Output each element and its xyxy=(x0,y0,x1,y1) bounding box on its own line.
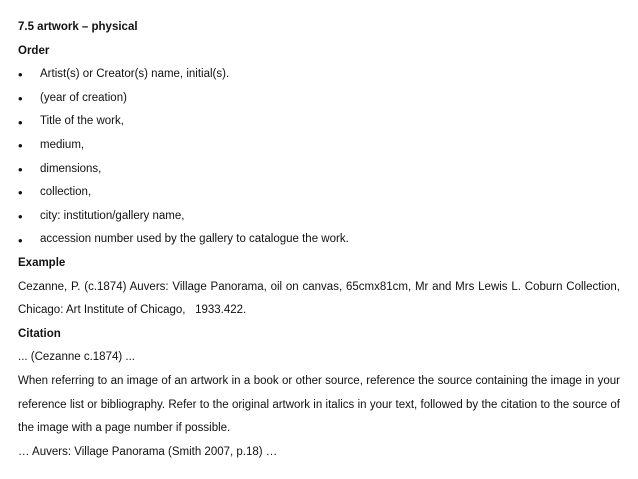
section-heading: 7.5 artwork – physical xyxy=(18,21,138,33)
bullet-icon: • xyxy=(18,232,23,248)
example-reference-line-2: Chicago: Art Institute of Chicago, 1933.422. xyxy=(18,304,247,317)
bullet-icon: • xyxy=(18,209,23,225)
bullet-icon: • xyxy=(18,185,23,201)
bullet-icon: • xyxy=(18,138,23,154)
bullet-item: • city: institution/gallery name, xyxy=(18,209,185,225)
order-bullet-list xyxy=(18,63,620,252)
bullet-item: • accession number used by the gallery to catalogue the work. xyxy=(18,232,349,248)
citation-label: Citation xyxy=(18,327,61,340)
bullet-item: • dimensions, xyxy=(18,161,102,177)
bullet-icon: • xyxy=(18,161,23,177)
bullet-icon: • xyxy=(18,91,23,107)
citation-example: … Auvers: Village Panorama (Smith 2007, p.18) … xyxy=(18,445,278,458)
bullet-icon: • xyxy=(18,67,23,83)
citation-paragraph: When referring to an image of an artwork in a book or other source, reference the source containing the image in your reference list or bibliography. Refer to the original artwork in italics in your text, followed by the citation to the source of the image with a page number if possible. xyxy=(18,374,620,435)
citation-inline-example: ... (Cezanne c.1874) ... xyxy=(18,351,135,364)
bullet-icon: • xyxy=(18,114,23,130)
order-label: Order xyxy=(18,44,50,57)
example-label: Example xyxy=(18,256,66,269)
example-reference-line-1: Cezanne, P. (c.1874) Auvers: Village Panorama, oil on canvas, 65cmx81cm, Mr and Mrs Lewis L. Coburn Collection, xyxy=(18,280,620,293)
bullet-item: • medium, xyxy=(18,138,85,154)
bullet-item: • collection, xyxy=(18,185,92,201)
bullet-item: • Title of the work, xyxy=(18,114,124,130)
bullet-item: • (year of creation) xyxy=(18,91,127,107)
bullet-item: • Artist(s) or Creator(s) name, initial(s). xyxy=(18,67,230,83)
